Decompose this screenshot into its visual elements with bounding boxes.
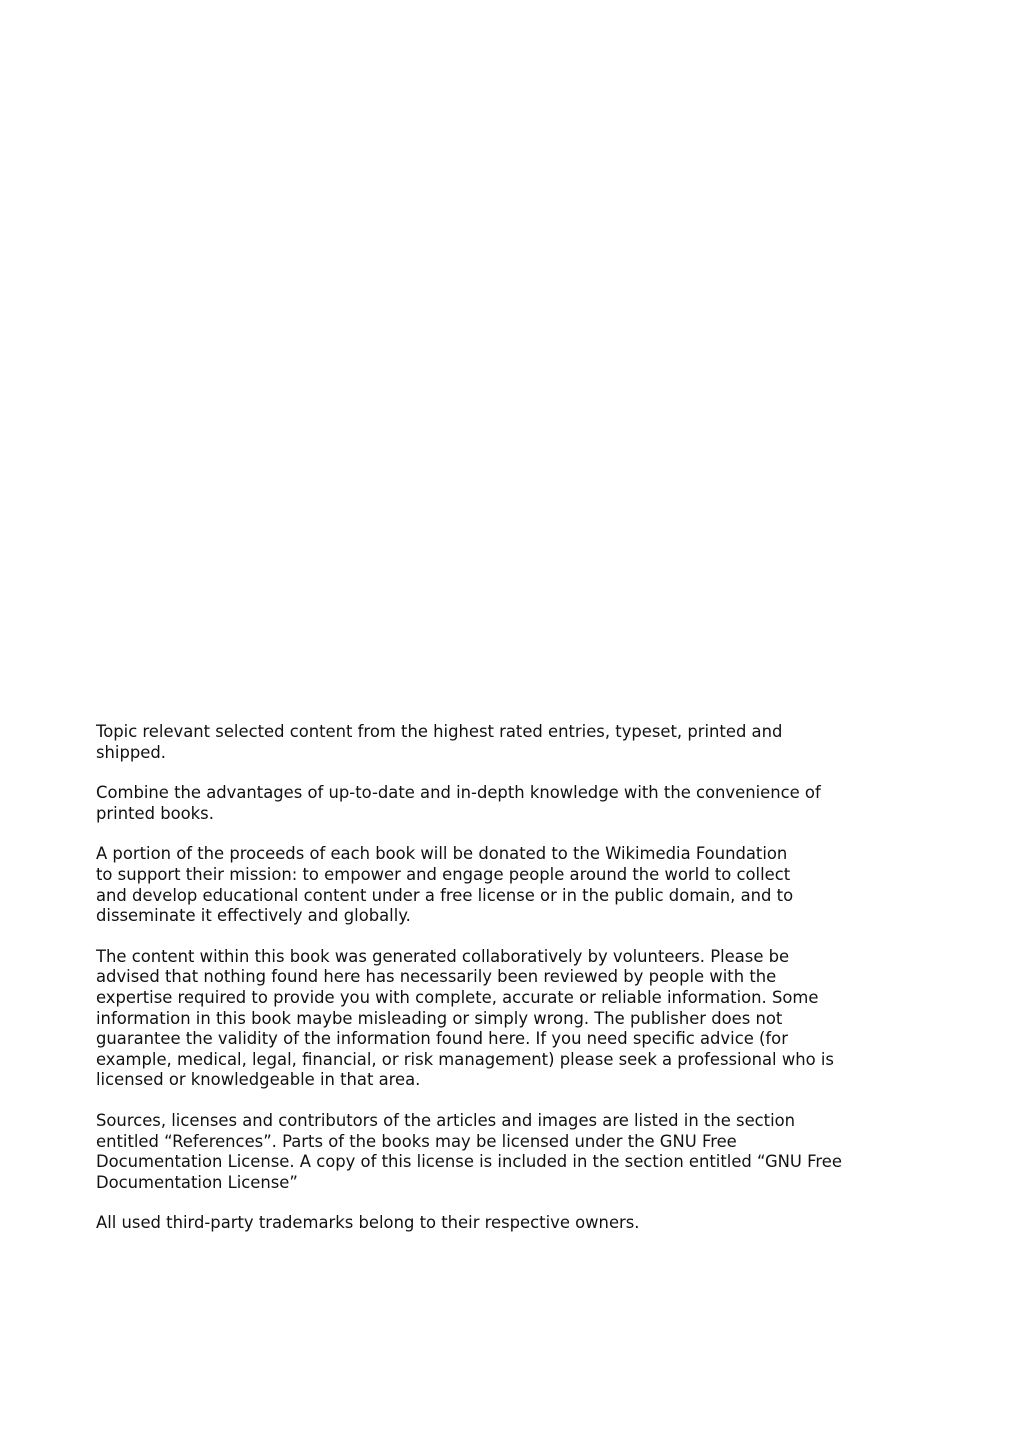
publisher-notice [96,722,896,1254]
paragraph-content-selection: Topic relevant selected content from the highest rated entries, typeset, printed and shipped. [96,722,783,762]
paragraph-donation: A portion of the proceeds of each book will be donated to the Wikimedia Foundation to support their mission: to empower and engage people around the world to collect and develop educational content under a free license or in the public domain, and to disseminate it effectively and globally. [96,844,794,926]
paragraph-trademarks: All used third-party trademarks belong to their respective owners. [96,1213,640,1233]
paragraph-sources-licenses: Sources, licenses and contributors of the articles and images are listed in the section entitled “References”. Parts of the books may be licensed under the GNU Free Documentation License. A copy of this license is included in the section entitled “GNU Free Documentation License” [96,1110,842,1192]
paragraph-disclaimer: The content within this book was generated collaboratively by volunteers. Please be advised that nothing found here has necessarily been reviewed by people with the expertise required to provide you with complete, accurate or reliable information. Some information in this book maybe misleading or simply wrong. The publisher does not guarantee the validity of the information found here. If you need specific advice (for example, medical, legal, financial, or risk management) please seek a professional who is licensed or knowledgeable in that area. [96,946,834,1090]
paragraph-advantages: Combine the advantages of up-to-date and in-depth knowledge with the convenience of printed books. [96,783,821,823]
